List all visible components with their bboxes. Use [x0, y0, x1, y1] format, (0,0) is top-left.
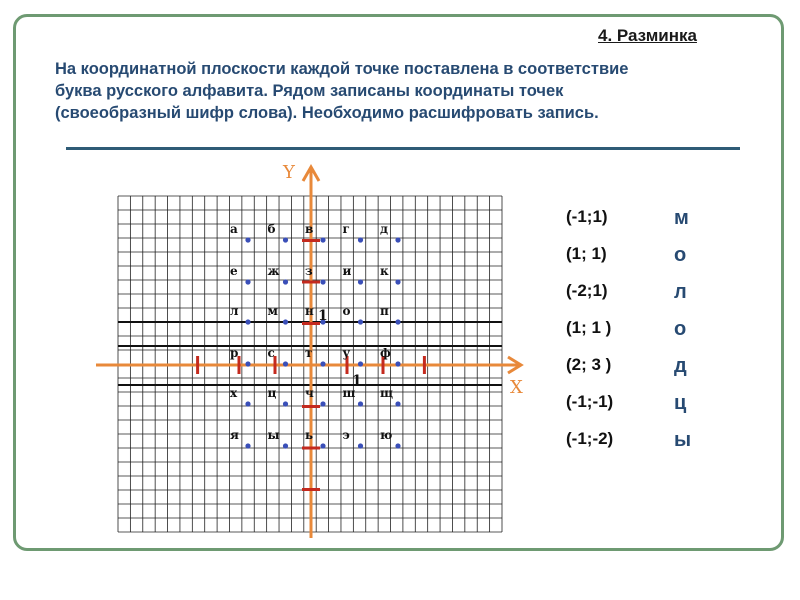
- letter-label: и: [342, 264, 352, 278]
- task-line-1: На координатной плоскости каждой точке поставлена в соответствие: [55, 60, 629, 78]
- letter-label: я: [230, 428, 239, 442]
- letter-label: а: [230, 222, 238, 236]
- letter-dot: [283, 279, 288, 284]
- cipher-letter: ц: [674, 392, 687, 414]
- cipher-letter: д: [674, 355, 687, 377]
- letter-label: с: [267, 346, 275, 360]
- letter-label: м: [267, 304, 278, 318]
- letter-dot: [320, 279, 325, 284]
- cipher-letter: ы: [674, 429, 692, 451]
- y-axis-label: Y: [283, 162, 295, 183]
- letter-label: л: [230, 304, 239, 318]
- letter-dot: [358, 279, 363, 284]
- letter-dot: [245, 279, 250, 284]
- unit-label-y: 1: [318, 308, 328, 324]
- letter-dot: [358, 401, 363, 406]
- letter-dot: [358, 443, 363, 448]
- cipher-row: [566, 318, 714, 355]
- letter-points: [230, 222, 401, 449]
- letter-label: ю: [380, 428, 393, 442]
- letter-label: ф: [380, 346, 391, 360]
- letter-dot: [395, 319, 400, 324]
- letter-dot: [358, 237, 363, 242]
- letter-label: ц: [267, 386, 277, 400]
- letter-label: т: [305, 346, 313, 360]
- letter-dot: [283, 237, 288, 242]
- letter-label: б: [267, 222, 276, 236]
- letter-dot: [320, 361, 325, 366]
- letter-dot: [395, 361, 400, 366]
- letter-label: г: [342, 222, 350, 236]
- cipher-letter: м: [674, 207, 689, 229]
- section-heading: 4. Разминка: [598, 26, 697, 45]
- letter-dot: [245, 237, 250, 242]
- letter-label: н: [305, 304, 314, 318]
- cipher-row: [566, 355, 714, 392]
- letter-dot: [395, 401, 400, 406]
- letter-label: р: [230, 346, 239, 360]
- letter-dot: [245, 401, 250, 406]
- letter-label: ж: [267, 264, 280, 278]
- letter-dot: [283, 319, 288, 324]
- cipher-row: [566, 392, 714, 429]
- letter-dot: [395, 237, 400, 242]
- task-line-2: буква русского алфавита. Рядом записаны координаты точек: [55, 82, 564, 100]
- cipher-letter: о: [674, 318, 687, 340]
- letter-dot: [245, 361, 250, 366]
- letter-label: в: [305, 222, 314, 236]
- cipher-letter: о: [674, 244, 687, 266]
- letter-dot: [320, 237, 325, 242]
- letter-dot: [283, 443, 288, 448]
- cipher-row: [566, 281, 714, 318]
- cipher-coordinate: (1; 1 ): [566, 318, 612, 337]
- cipher-list: [566, 207, 714, 466]
- letter-dot: [245, 443, 250, 448]
- cipher-coordinate: (-1;-2): [566, 429, 614, 448]
- letter-dot: [283, 361, 288, 366]
- letter-label: у: [342, 346, 351, 360]
- letter-dot: [395, 279, 400, 284]
- letter-label: з: [305, 264, 313, 278]
- letter-label: ь: [305, 428, 314, 442]
- task-line-3: (своеобразный шифр слова). Необходимо расшифровать запись.: [55, 104, 599, 122]
- letter-dot: [283, 401, 288, 406]
- cipher-letter: л: [674, 281, 687, 303]
- letter-label: щ: [380, 386, 393, 400]
- cipher-row: [566, 244, 714, 281]
- cipher-coordinate: (-1;1): [566, 207, 608, 226]
- letter-label: п: [380, 304, 389, 318]
- letter-dot: [320, 401, 325, 406]
- letter-label: д: [380, 222, 388, 236]
- cipher-coordinate: (1; 1): [566, 244, 607, 263]
- letter-dot: [358, 361, 363, 366]
- letter-dot: [245, 319, 250, 324]
- cipher-row: [566, 207, 714, 244]
- cipher-row: [566, 429, 714, 466]
- cipher-coordinate: (-2;1): [566, 281, 608, 300]
- letter-label: о: [342, 304, 351, 318]
- letter-label: к: [380, 264, 389, 278]
- letter-label: х: [230, 386, 238, 400]
- unit-label-x: 1: [352, 373, 362, 389]
- letter-label: ы: [267, 428, 280, 442]
- x-axis-label: X: [510, 377, 523, 398]
- letter-dot: [358, 319, 363, 324]
- letter-dot: [320, 443, 325, 448]
- letter-label: ш: [342, 386, 356, 400]
- letter-label: ч: [305, 386, 314, 400]
- letter-label: э: [342, 428, 350, 442]
- letter-dot: [395, 443, 400, 448]
- cipher-coordinate: (-1;-1): [566, 392, 614, 411]
- cipher-coordinate: (2; 3 ): [566, 355, 612, 374]
- letter-label: е: [230, 264, 238, 278]
